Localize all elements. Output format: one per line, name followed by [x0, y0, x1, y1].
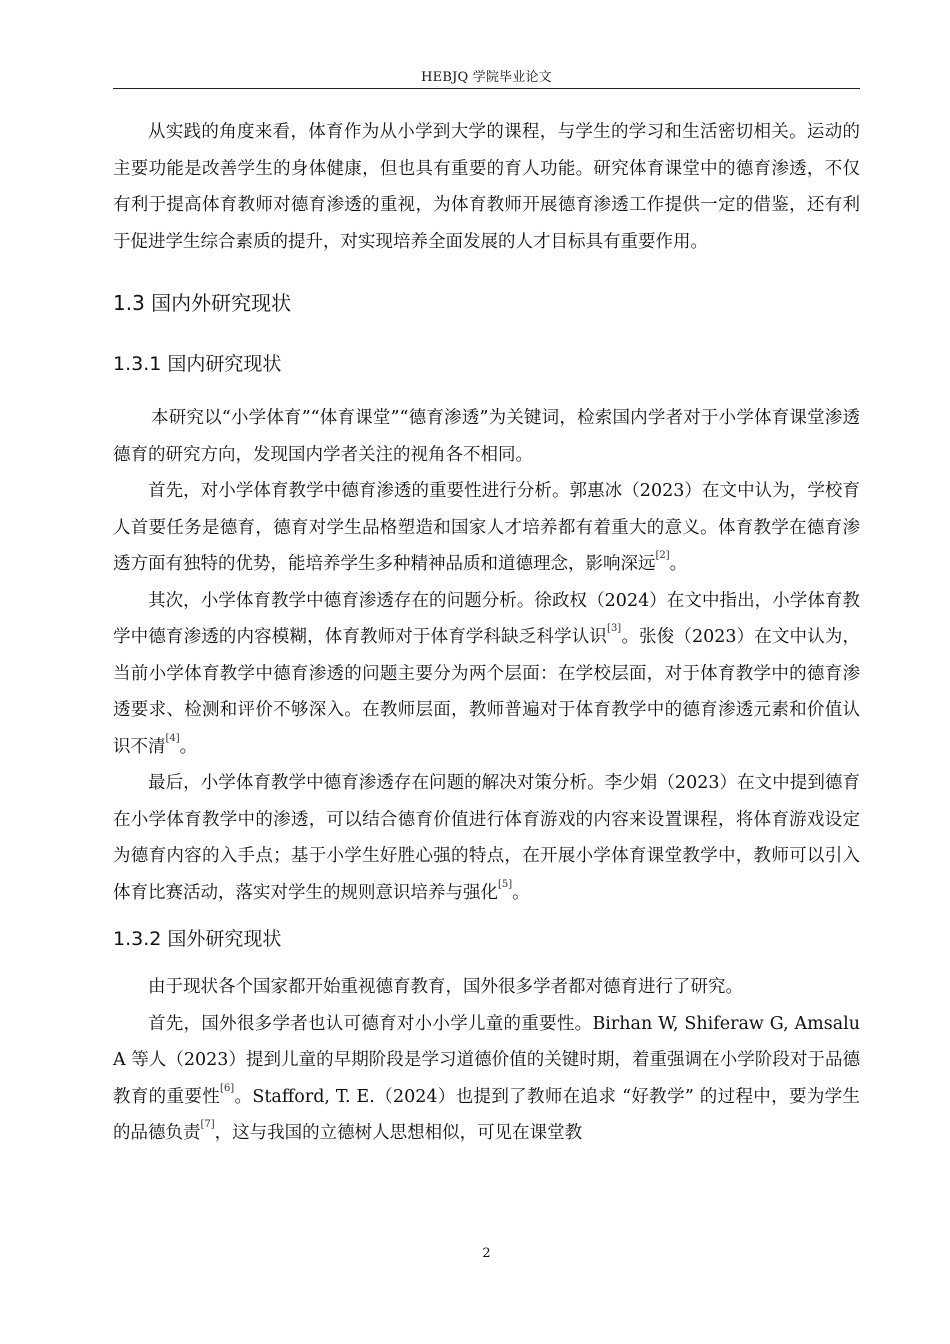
paragraph-domestic-intro: 本研究以“小学体育”“体育课堂”“德育渗透”为关键词，检索国内学者对于小学体育课堂渗透德育的研究方向，发现国内学者关注的视角各不相同。: [113, 408, 860, 465]
citation-ref: [3]: [607, 623, 622, 634]
section-heading-1-3-1: 1.3.1 国内研究现状: [113, 353, 282, 375]
paragraph-text: 。Stafford, T. E.（2024）也提到了教师在追求 “好教学” 的过程中，要为学生的品德负责: [113, 1086, 861, 1143]
section-heading-1-3-2: 1.3.2 国外研究现状: [113, 928, 282, 950]
page-number: 2: [482, 1246, 491, 1261]
citation-ref: [4]: [165, 732, 180, 744]
paragraph-text: ，这与我国的立德树人思想相似，可见在课堂教: [214, 1123, 583, 1143]
paragraph-text: 首先，对小学体育教学中德育渗透的重要性进行分析。郭惠冰（2023）在文中认为，学校育人首要任务是德育，德育对学生品格塑造和国家人才培养都有着重大的意义。体育教学在德育渗透方面有独特的优势，能培养学生多种精神品质和道德理念，影响深远: [113, 481, 860, 574]
citation-ref: [6]: [220, 1082, 235, 1094]
paragraph-text: 。: [512, 882, 530, 903]
citation-ref: [2]: [655, 550, 670, 561]
paragraph-text: 其次，小学体育教学中德育渗透存在的问题分析。徐政权（2024）在文中指出，小学体育教学中德育渗透的内容模糊，体育教师对于体育学科缺乏科学认识: [113, 590, 860, 647]
paragraph-practice: 从实践的角度来看，体育作为从小学到大学的课程，与学生的学习和生活密切相关。运动的主要功能是改善学生的身体健康，但也具有重要的育人功能。研究体育课堂中的德育渗透，不仅有利于提高体育教师对德育渗透的重视，为体育教师开展德育渗透工作提供一定的借鉴，还有利于促进学生综合素质的提升，对实现培养全面发展的人才目标具有重要作用。: [113, 122, 860, 252]
paragraph-text: 。: [179, 736, 198, 757]
section-heading-1-3: 1.3 国内外研究现状: [113, 291, 292, 315]
paragraph-text: 。: [669, 554, 688, 574]
paragraph-text: 首先，国外很多学者也认可德育对小小学儿童的重要性。Birhan W, Shiferaw G, Amsalu A 等人（2023）提到儿童的早期阶段是学习道德价值的关键时期，着重强调在小学阶段对于品德教育的重要性: [113, 1013, 860, 1107]
running-header: HEBJQ 学院毕业论文: [421, 70, 552, 85]
paragraph-foreign-intro: 由于现状各个国家都开始重视德育教育，国外很多学者都对德育进行了研究。: [148, 977, 743, 997]
paragraph-domestic-first: [113, 473, 860, 583]
header-divider: [113, 88, 860, 89]
citation-ref: [7]: [200, 1119, 215, 1130]
page-body: [113, 114, 860, 1152]
paragraph-domestic-last: [113, 765, 860, 911]
paragraph-text: 。张俊（2023）在文中认为，当前小学体育教学中德育渗透的问题主要分为两个层面：在学校层面，对于体育教学中的德育渗透要求、检测和评价不够深入。在教师层面，教师普遍对于体育教学中的德育渗透元素和价值认识不清: [113, 627, 860, 757]
paragraph-text: 最后，小学体育教学中德育渗透存在问题的解决对策分析。李少娟（2023）在文中提到德育在小学体育教学中的渗透，可以结合德育价值进行体育游戏的内容来设置课程，将体育游戏设定为德育内容的入手点；基于小学生好胜心强的特点，在开展小学体育课堂教学中，教师可以引入体育比赛活动，落实对学生的规则意识培养与强化: [113, 773, 860, 903]
citation-ref: [5]: [498, 878, 513, 890]
paragraph-domestic-second: [113, 583, 860, 766]
paragraph-foreign-first: [113, 1006, 860, 1152]
